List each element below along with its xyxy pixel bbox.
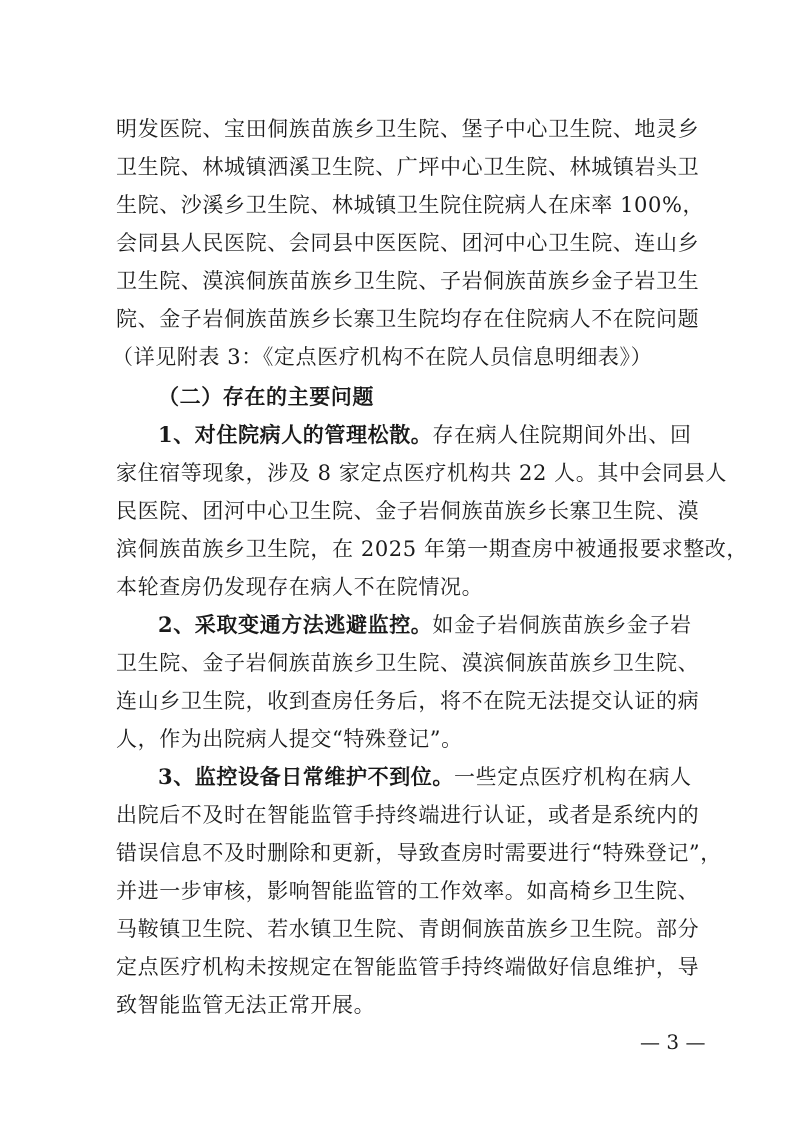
issue-title: 2、采取变通方法逃避监控。: [158, 612, 433, 637]
page-number: — 3 —: [640, 1030, 706, 1054]
paragraph-line: 会同县人民医院、会同县中医医院、团河中心卫生院、连山乡: [116, 231, 700, 255]
issue-text: 一些定点医疗机构在病人: [454, 765, 692, 789]
issue-first-line: [158, 606, 692, 644]
paragraph-line: 定点医疗机构未按规定在智能监管手持终端做好信息维护，导: [116, 955, 700, 979]
paragraph-line: 本轮查房仍发现存在病人不在院情况。: [116, 575, 484, 599]
paragraph-line: （详见附表 3：《定点医疗机构不在院人员信息明细表》）: [112, 345, 653, 369]
paragraph-line: 人，作为出院病人提交“特殊登记”。: [116, 727, 463, 751]
paragraph-line: 连山乡卫生院，收到查房任务后，将不在院无法提交认证的病: [116, 689, 700, 713]
paragraph-line: 院、金子岩侗族苗族乡长寨卫生院均存在住院病人不在院问题: [116, 307, 700, 331]
paragraph-line: 家住宿等现象，涉及 8 家定点医疗机构共 22 人。其中会同县人: [116, 461, 727, 485]
paragraph-line: 马鞍镇卫生院、若水镇卫生院、青朗侗族苗族乡卫生院。部分: [116, 917, 700, 941]
section-heading: （二）存在的主要问题: [158, 384, 374, 409]
paragraph-line: 错误信息不及时删除和更新，导致查房时需要进行“特殊登记”，: [116, 841, 722, 865]
paragraph-line: 出院后不及时在智能监管手持终端进行认证，或者是系统内的: [116, 803, 700, 827]
paragraph-line: 明发医院、宝田侗族苗族乡卫生院、堡子中心卫生院、地灵乡: [116, 117, 700, 141]
paragraph-line: 卫生院、林城镇洒溪卫生院、广坪中心卫生院、林城镇岩头卫: [116, 155, 700, 179]
paragraph-line: 并进一步审核，影响智能监管的工作效率。如高椅乡卫生院、: [116, 879, 700, 903]
issue-first-line: [158, 416, 692, 454]
paragraph-line: 生院、沙溪乡卫生院、林城镇卫生院住院病人在床率 100%，: [116, 193, 705, 217]
issue-title: 3、监控设备日常维护不到位。: [158, 764, 455, 789]
paragraph-line: 民医院、团河中心卫生院、金子岩侗族苗族乡长寨卫生院、漠: [116, 499, 700, 523]
issue-text: 如金子岩侗族苗族乡金子岩: [432, 613, 692, 637]
paragraph-line: 致智能监管无法正常开展。: [116, 993, 376, 1017]
issue-title: 1、对住院病人的管理松散。: [158, 422, 433, 447]
paragraph-line: 卫生院、金子岩侗族苗族乡卫生院、漠滨侗族苗族乡卫生院、: [116, 651, 700, 675]
issue-first-line: [158, 758, 692, 796]
paragraph-line: 卫生院、漠滨侗族苗族乡卫生院、子岩侗族苗族乡金子岩卫生: [116, 269, 700, 293]
issue-text: 存在病人住院期间外出、回: [432, 423, 692, 447]
paragraph-line: 滨侗族苗族乡卫生院，在 2025 年第一期查房中被通报要求整改，: [116, 537, 748, 561]
